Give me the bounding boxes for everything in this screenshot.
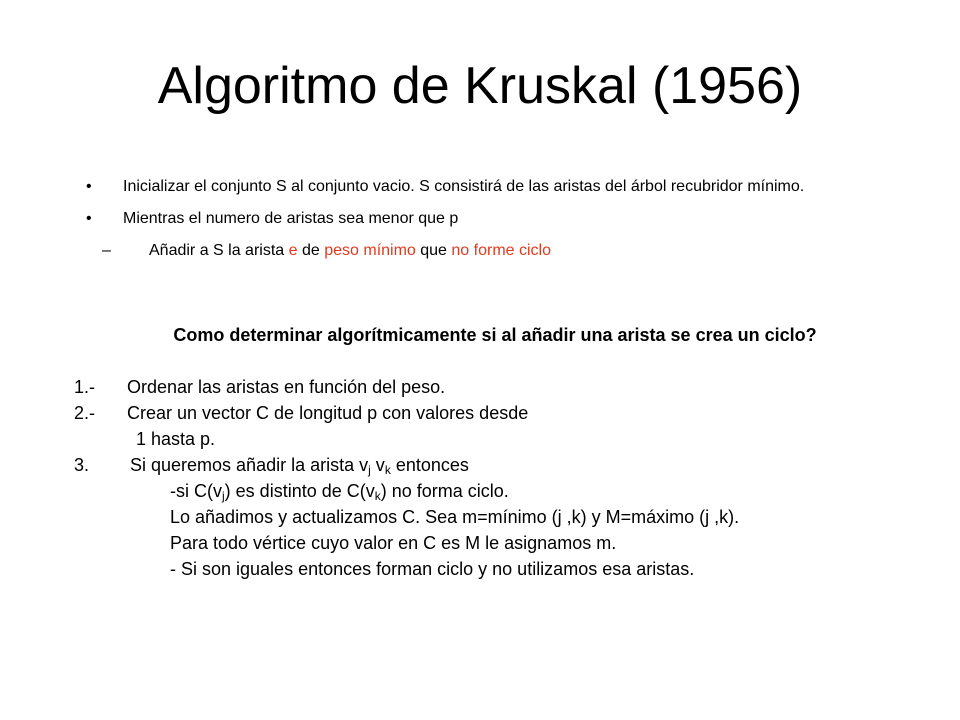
sub-bullet-add-edge	[102, 240, 846, 262]
step-number: 3.	[74, 455, 90, 475]
step-text: entonces	[390, 455, 469, 475]
step-text: ) es distinto de C(v	[224, 481, 375, 501]
step-3-equal-case: - Si son iguales entonces forman ciclo y no utilizamos esa aristas.	[170, 559, 695, 579]
no-cycle-highlight: no forme ciclo	[451, 242, 551, 259]
subscript-k: k	[384, 463, 391, 477]
subscript-k: k	[374, 489, 381, 503]
sub-text-3: que	[415, 242, 452, 259]
sub-text-1: Añadir a S la arista	[149, 242, 289, 259]
slide-title: Algoritmo de Kruskal (1956)	[157, 57, 803, 115]
step-3	[74, 452, 739, 478]
step-1	[74, 374, 739, 400]
step-2-continuation: 1 hasta p.	[136, 429, 216, 449]
bullet-text: Inicializar el conjunto S al conjunto vacio. S consistirá de las aristas del árbol recubridor mínimo.	[123, 178, 805, 195]
step-3-condition	[74, 478, 739, 504]
step-text: ) no forma ciclo.	[380, 481, 509, 501]
min-weight-highlight: peso mínimo	[324, 242, 416, 259]
step-3-update: Lo añadimos y actualizamos C. Sea m=mínimo (j ,k) y M=máximo (j ,k).	[170, 507, 740, 527]
step-text: Crear un vector C de longitud p con valores desde	[127, 403, 529, 423]
step-3-assign: Para todo vértice cuyo valor en C es M le asignamos m.	[170, 533, 617, 553]
bullet-list	[86, 176, 846, 262]
subscript-j: j	[222, 489, 225, 503]
bullet-dot-icon: •	[86, 178, 92, 195]
step-number: 2.-	[74, 403, 96, 423]
question-heading: Como determinar algorítmicamente si al añadir una arista se crea un ciclo?	[173, 325, 817, 345]
step-number: 1.-	[74, 377, 96, 397]
bullet-item-while	[86, 208, 846, 230]
step-text: -si C(v	[170, 481, 222, 501]
steps-list	[74, 374, 739, 582]
subscript-j: j	[368, 463, 371, 477]
edge-e-highlight: e	[288, 242, 298, 259]
dash-icon: –	[102, 242, 111, 259]
step-2	[74, 400, 739, 426]
bullet-item-initialize	[86, 176, 846, 198]
sub-text-2: de	[297, 242, 325, 259]
step-text: Si queremos añadir la arista v	[130, 455, 369, 475]
step-text: v	[370, 455, 385, 475]
bullet-dot-icon: •	[86, 210, 92, 227]
step-text: Ordenar las aristas en función del peso.	[127, 377, 446, 397]
bullet-text: Mientras el numero de aristas sea menor que p	[123, 210, 459, 227]
